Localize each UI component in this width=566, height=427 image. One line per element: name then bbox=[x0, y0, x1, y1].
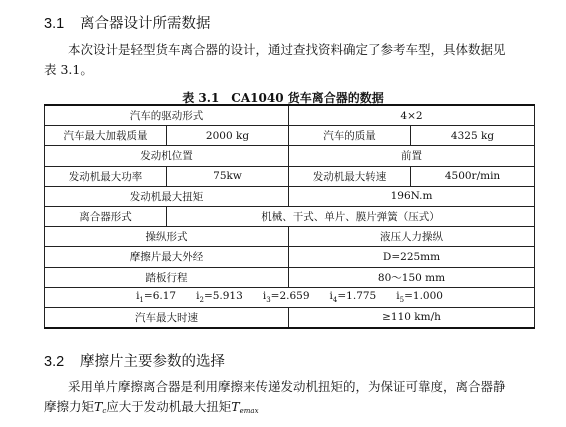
table-row bbox=[45, 267, 535, 287]
operation-value: 液压人力操纵 bbox=[289, 227, 535, 247]
table-caption: 表 3.1 CA1040 货车离合器的数据 bbox=[182, 91, 384, 105]
table-row bbox=[45, 146, 535, 166]
engine-pos-value: 前置 bbox=[289, 146, 535, 166]
drive-value: 4×2 bbox=[289, 105, 535, 126]
intro-paragraph bbox=[44, 40, 534, 80]
section-title: 离合器设计所需数据 bbox=[80, 16, 211, 32]
gear-ratio-5: $i_5=1.000$ bbox=[396, 290, 443, 305]
para-line-2a: 摩擦力矩 bbox=[44, 399, 95, 414]
max-power-label: 发动机最大功率 bbox=[45, 166, 167, 186]
table-row bbox=[45, 307, 535, 328]
pedal-label: 踏板行程 bbox=[45, 267, 289, 287]
disc-od-label: 摩擦片最大外经 bbox=[45, 247, 289, 267]
engine-pos-label: 发动机位置 bbox=[45, 146, 289, 166]
max-rpm-value: 4500r/min bbox=[411, 166, 535, 186]
para-line-1: 采用单片摩擦离合器是利用摩擦来传递发动机扭矩的，为保证可靠度，离合器静 bbox=[68, 379, 506, 394]
table-row bbox=[45, 206, 535, 226]
mass-label: 汽车的质量 bbox=[289, 126, 411, 146]
max-load-value: 2000 kg bbox=[167, 126, 289, 146]
intro-line-2: 表 3.1。 bbox=[44, 62, 93, 77]
section-title: 摩擦片主要参数的选择 bbox=[80, 354, 225, 370]
gear-ratio-1: $i_1=6.17$ bbox=[136, 290, 177, 305]
max-torque-value: 196N.m bbox=[289, 186, 535, 206]
max-torque-label: 发动机最大扭矩 bbox=[45, 186, 289, 206]
temax-symbol: $T_{emax}$ bbox=[231, 399, 259, 415]
intro-line-1: 本次设计是轻型货车离合器的设计，通过查找资料确定了参考车型，具体数据见 bbox=[68, 42, 506, 57]
clutch-form-value: 机械、干式、单片、膜片弹簧（压式） bbox=[167, 206, 535, 226]
gear-ratio-3: $i_3=2.659$ bbox=[262, 290, 310, 305]
section-3-2-paragraph bbox=[44, 377, 534, 421]
drive-label: 汽车的驱动形式 bbox=[45, 105, 289, 126]
table-row bbox=[45, 126, 535, 146]
tc-symbol: $T_c$ bbox=[94, 399, 107, 415]
section-heading-3-1 bbox=[44, 12, 211, 33]
gear-ratio-4: $i_4=1.775$ bbox=[329, 290, 377, 305]
table-row bbox=[45, 287, 535, 307]
mass-value: 4325 kg bbox=[411, 126, 535, 146]
section-number: 3.2 bbox=[44, 354, 65, 370]
pedal-value: 80～150 mm bbox=[289, 267, 535, 287]
max-rpm-label: 发动机最大转速 bbox=[289, 166, 411, 186]
table-row bbox=[45, 227, 535, 247]
table-row bbox=[45, 166, 535, 186]
max-load-label: 汽车最大加载质量 bbox=[45, 126, 167, 146]
clutch-data-table bbox=[44, 104, 535, 329]
section-heading-3-2 bbox=[44, 350, 225, 371]
section-number: 3.1 bbox=[44, 16, 65, 32]
table-row bbox=[45, 105, 535, 126]
gear-ratio-2: $i_2=5.913$ bbox=[196, 290, 243, 305]
para-line-2b: 应大于发动机最大扭矩 bbox=[106, 399, 232, 414]
clutch-form-label: 离合器形式 bbox=[45, 206, 167, 226]
max-speed-label: 汽车最大时速 bbox=[45, 307, 289, 328]
disc-od-value: D=225mm bbox=[289, 247, 535, 267]
table-row bbox=[45, 186, 535, 206]
table-row bbox=[45, 247, 535, 267]
operation-label: 操纵形式 bbox=[45, 227, 289, 247]
max-speed-value: ≥110 km/h bbox=[289, 307, 535, 328]
max-power-value: 75kw bbox=[167, 166, 289, 186]
gear-ratios bbox=[45, 287, 535, 307]
